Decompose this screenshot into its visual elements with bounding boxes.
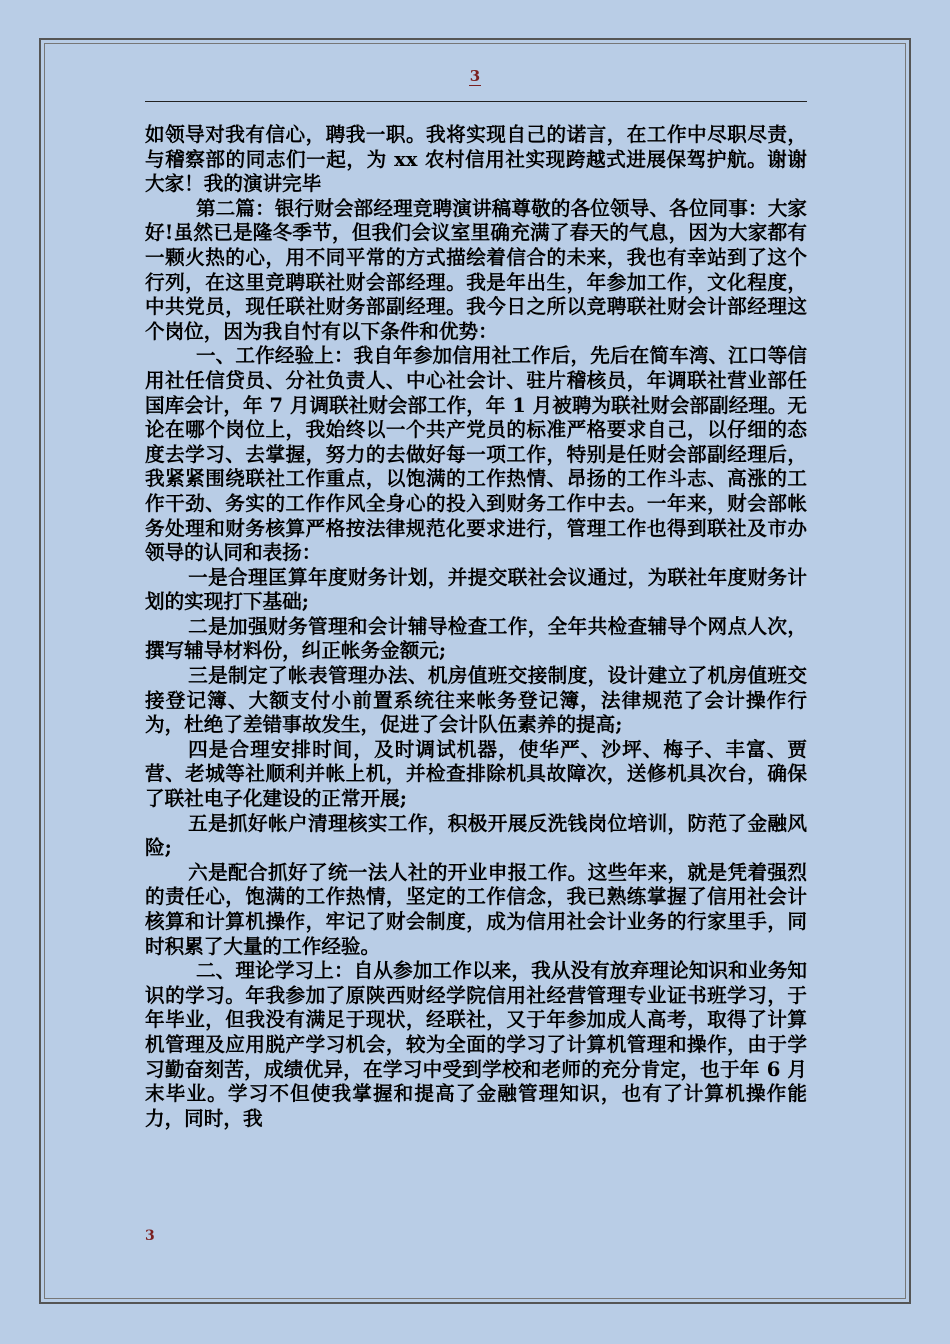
paragraph: 一、工作经验上：我自年参加信用社工作后，先后在简车湾、江口等信用社任信贷员、分社负责人、中心社会计、驻片稽核员，年调联社营业部任国库会计，年 7 月调联社财会部工作，年 1 月被聘为联社财会部副经理。无论在哪个岗位上，我始终以一个共产党员的标准严格要求自己，以仔细的态度去学习、去掌握，努力的去做好每一项工作，特别是任财会部副经理后，我紧紧围绕联社工作重点，以饱满的工作热情、昂扬的工作斗志、高涨的工作干劲、务实的工作作风全身心的投入到财务工作中去。一年来，财会部帐务处理和财务核算严格按法律规范化要求进行，管理工作也得到联社及市办领导的认同和表扬： xyxy=(145,344,807,565)
paragraph: 五是抓好帐户清理核实工作，积极开展反洗钱岗位培训，防范了金融风险; xyxy=(145,811,807,860)
document-body xyxy=(145,123,807,1131)
paragraph: 三是制定了帐表管理办法、机房值班交接制度，设计建立了机房值班交接登记簿、大额支付小前置系统往来帐务登记簿，法律规范了会计操作行为，杜绝了差错事故发生，促进了会计队伍素养的提高; xyxy=(145,664,807,737)
page-number-header: 3 xyxy=(469,67,481,85)
paragraph: 一是合理匡算年度财务计划，并提交联社会议通过，为联社年度财务计划的实现打下基础; xyxy=(145,565,807,614)
page-number-footer: 3 xyxy=(145,1228,155,1244)
paragraph: 六是配合抓好了统一法人社的开业申报工作。这些年来，就是凭着强烈的责任心，饱满的工作热情，坚定的工作信念，我已熟练掌握了信用社会计核算和计算机操作，牢记了财会制度，成为信用社会计业务的行家里手，同时积累了大量的工作经验。 xyxy=(145,860,807,958)
paragraph: 四是合理安排时间，及时调试机器，使华严、沙坪、梅子、丰富、贾营、老城等社顺利并帐上机，并检查排除机具故障次，送修机具次台，确保了联社电子化建设的正常开展; xyxy=(145,737,807,811)
header-divider xyxy=(145,101,807,102)
paragraph: 第二篇：银行财会部经理竞聘演讲稿尊敬的各位领导、各位同事：大家好!虽然已是隆冬季节，但我们会议室里确充满了春天的气息，因为大家都有一颗火热的心，用不同平常的方式描绘着信合的未来，我也有幸站到了这个行列，在这里竞聘联社财会部经理。我是年出生，年参加工作，文化程度，中共党员，现任联社财务部副经理。我今日之所以竞聘联社财会计部经理这个岗位，因为我自忖有以下条件和优势： xyxy=(145,196,807,343)
paragraph: 如领导对我有信心，聘我一职。我将实现自己的诺言，在工作中尽职尽责，与稽察部的同志们一起，为 xx 农村信用社实现跨越式进展保驾护航。谢谢大家！我的演讲完毕 xyxy=(145,123,807,196)
paragraph: 二是加强财务管理和会计辅导检查工作，全年共检查辅导个网点人次，撰写辅导材料份，纠正帐务金额元; xyxy=(145,614,807,663)
paragraph: 二、理论学习上：自从参加工作以来，我从没有放弃理论知识和业务知识的学习。年我参加了原陕西财经学院信用社经营管理专业证书班学习，于年毕业，但我没有满足于现状，经联社，又于年参加成人高考，取得了计算机管理及应用脱产学习机会，较为全面的学习了计算机管理和操作，由于学习勤奋刻苦，成绩优异，在学习中受到学校和老师的充分肯定，也于年 6 月末毕业。学习不但使我掌握和提高了金融管理知识，也有了计算机操作能力，同时，我 xyxy=(145,959,807,1130)
